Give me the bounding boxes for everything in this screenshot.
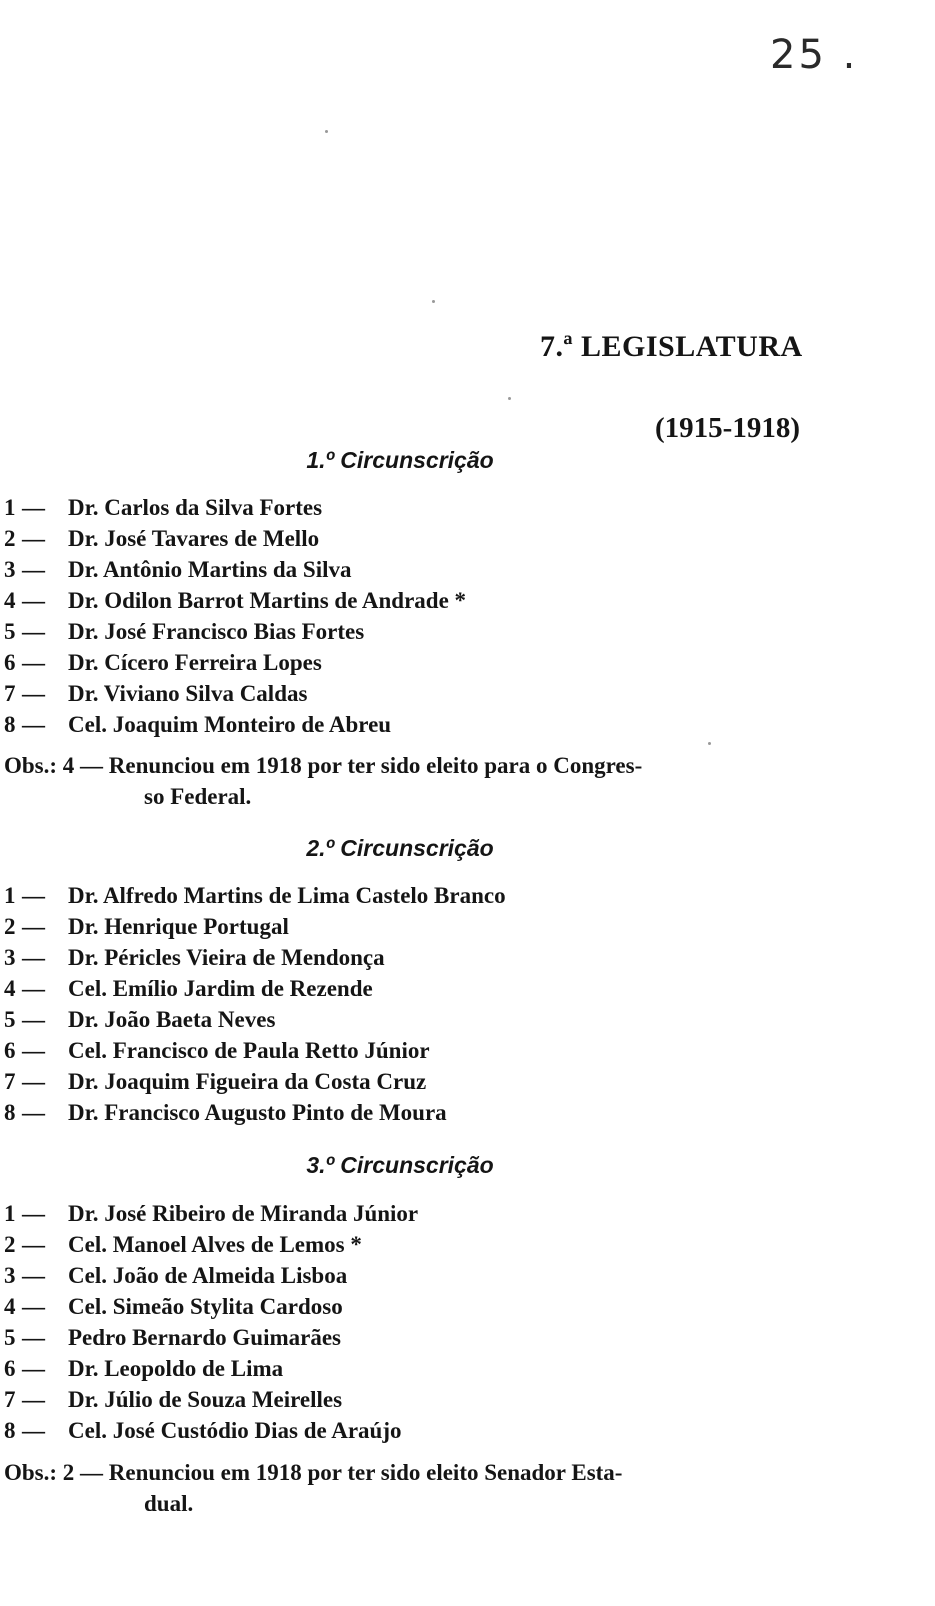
member-name: Cel. Emílio Jardim de Rezende [68,976,373,1001]
section-heading-1: 1.º Circunscrição [306,447,494,473]
item-number: 4 [4,1294,16,1319]
dash: — [22,681,45,706]
member-name: Dr. Francisco Augusto Pinto de Moura [68,1100,447,1125]
observation-note-3 [4,1457,622,1519]
list-item [4,678,466,709]
dash: — [22,526,45,551]
legislature-years: (1915-1918) [655,412,800,444]
member-name: Dr. Alfredo Martins de Lima Castelo Branco [68,883,506,908]
dash: — [22,1201,45,1226]
list-item [4,1066,506,1097]
list-item [4,1260,418,1291]
dash: — [22,650,45,675]
member-name: Dr. João Baeta Neves [68,1007,276,1032]
item-number: 8 [4,1100,16,1125]
member-name: Dr. Péricles Vieira de Mendonça [68,945,385,970]
item-number: 1 [4,1201,16,1226]
item-number: 1 [4,495,16,520]
list-item [4,492,466,523]
member-name: Dr. Júlio de Souza Meirelles [68,1387,343,1412]
member-name: Dr. José Francisco Bias Fortes [68,619,365,644]
item-number: 3 [4,945,16,970]
item-number: 5 [4,619,16,644]
item-number: 7 [4,681,16,706]
member-name: Cel. João de Almeida Lisboa [68,1263,348,1288]
member-name: Dr. Cícero Ferreira Lopes [68,650,322,675]
list-item [4,1353,418,1384]
dash: — [22,1325,45,1350]
member-name: Dr. Joaquim Figueira da Costa Cruz [68,1069,427,1094]
item-number: 7 [4,1387,16,1412]
list-item [4,1229,418,1260]
observation-line: Obs.: 4 — Renunciou em 1918 por ter sido eleito para o Congres- [4,753,643,778]
member-name: Cel. Manoel Alves de Lemos * [68,1232,362,1257]
list-item [4,942,506,973]
item-number: 6 [4,1038,16,1063]
dash: — [22,1263,45,1288]
item-number: 8 [4,712,16,737]
member-name: Cel. Francisco de Paula Retto Júnior [68,1038,430,1063]
member-name: Dr. Odilon Barrot Martins de Andrade * [68,588,467,613]
dash: — [22,619,45,644]
dash: — [22,1232,45,1257]
member-name: Dr. Henrique Portugal [68,914,289,939]
scan-speck [508,397,511,400]
dash: — [22,945,45,970]
section-heading-2: 2.º Circunscrição [306,835,494,861]
dash: — [22,712,45,737]
list-item [4,709,466,740]
member-name: Dr. Leopoldo de Lima [68,1356,284,1381]
list-item [4,523,466,554]
list-item [4,647,466,678]
list-item [4,1035,506,1066]
observation-line: Obs.: 2 — Renunciou em 1918 por ter sido eleito Senador Esta- [4,1460,623,1485]
scan-speck [432,300,435,303]
member-name: Dr. Viviano Silva Caldas [68,681,308,706]
member-name: Cel. José Custódio Dias de Araújo [68,1418,402,1443]
list-item [4,1198,418,1229]
member-name: Pedro Bernardo Guimarães [68,1325,341,1350]
member-list-1 [4,492,466,740]
list-item [4,616,466,647]
list-item [4,1097,506,1128]
member-list-3 [4,1198,418,1446]
item-number: 4 [4,588,16,613]
dash: — [22,1356,45,1381]
dash: — [22,588,45,613]
dash: — [22,1294,45,1319]
page-number: 25 . [770,32,859,78]
dash: — [22,557,45,582]
dash: — [22,1007,45,1032]
member-name: Dr. Carlos da Silva Fortes [68,495,323,520]
item-number: 1 [4,883,16,908]
list-item [4,1384,418,1415]
item-number: 7 [4,1069,16,1094]
scan-speck [708,742,711,745]
list-item [4,1004,506,1035]
item-number: 3 [4,557,16,582]
item-number: 4 [4,976,16,1001]
item-number: 6 [4,1356,16,1381]
dash: — [22,1418,45,1443]
observation-note-1 [4,750,642,812]
list-item [4,1291,418,1322]
member-name: Dr. José Ribeiro de Miranda Júnior [68,1201,419,1226]
member-name: Cel. Simeão Stylita Cardoso [68,1294,343,1319]
dash: — [22,1069,45,1094]
section-heading-3: 3.º Circunscrição [306,1152,494,1178]
item-number: 6 [4,650,16,675]
item-number: 2 [4,1232,16,1257]
scan-speck [325,130,328,133]
list-item [4,585,466,616]
list-item [4,1415,418,1446]
dash: — [22,976,45,1001]
item-number: 8 [4,1418,16,1443]
list-item [4,554,466,585]
item-number: 5 [4,1007,16,1032]
dash: — [22,914,45,939]
legislature-title: 7.ª LEGISLATURA [540,330,803,363]
dash: — [22,495,45,520]
member-name: Dr. Antônio Martins da Silva [68,557,352,582]
list-item [4,1322,418,1353]
item-number: 3 [4,1263,16,1288]
item-number: 5 [4,1325,16,1350]
member-name: Dr. José Tavares de Mello [68,526,320,551]
dash: — [22,1038,45,1063]
dash: — [22,1100,45,1125]
item-number: 2 [4,914,16,939]
dash: — [22,1387,45,1412]
list-item [4,880,506,911]
member-list-2 [4,880,506,1128]
list-item [4,973,506,1004]
dash: — [22,883,45,908]
item-number: 2 [4,526,16,551]
observation-line: so Federal. [144,784,252,809]
observation-line: dual. [144,1491,194,1516]
member-name: Cel. Joaquim Monteiro de Abreu [68,712,392,737]
list-item [4,911,506,942]
